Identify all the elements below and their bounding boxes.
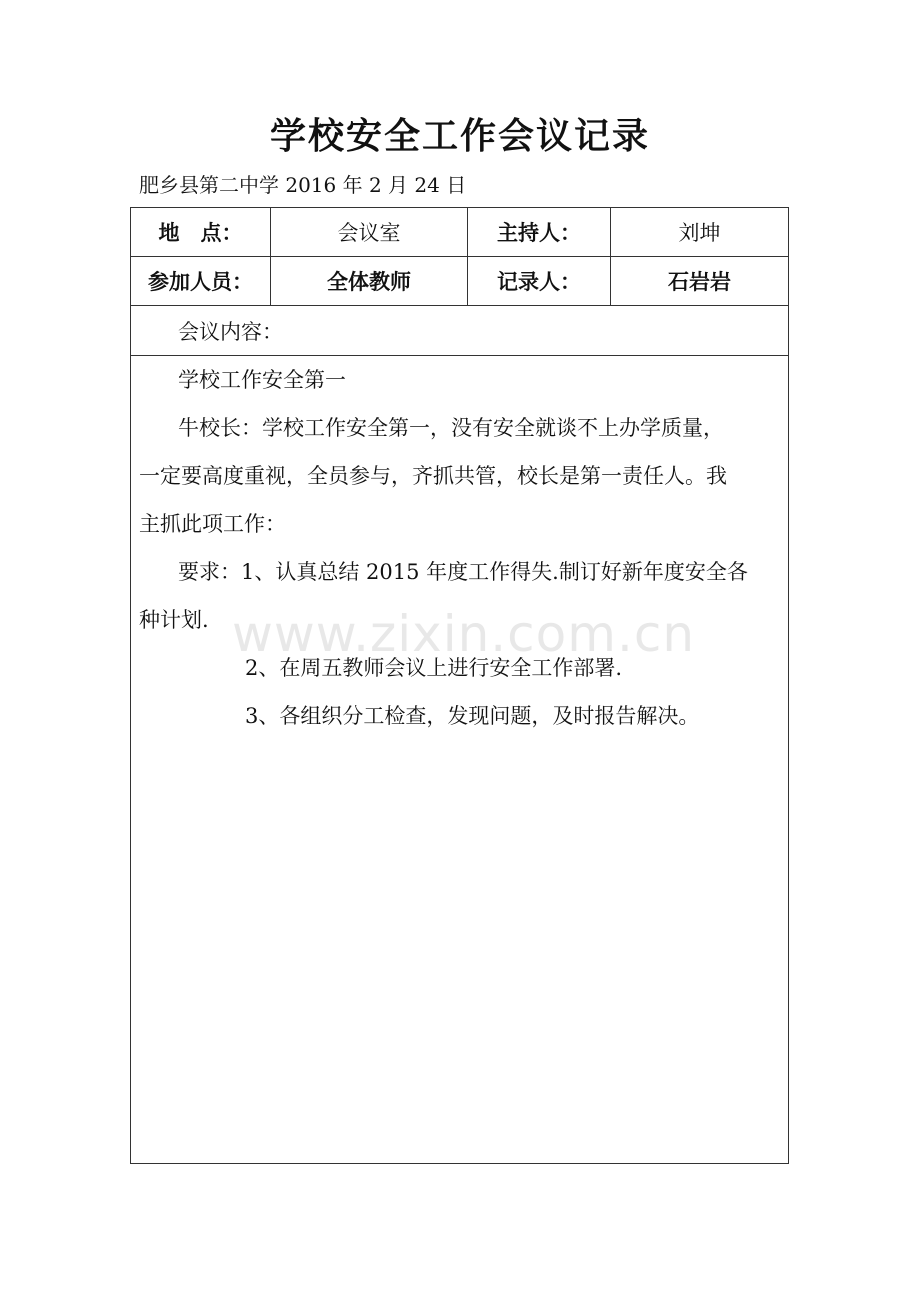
requirement-item: 2、在周五教师会议上进行安全工作部署.	[245, 656, 623, 680]
content-line: 牛校长：学校工作安全第一，没有安全就谈不上办学质量，	[178, 416, 724, 440]
table-row-location-host	[131, 208, 788, 257]
content-heading: 学校工作安全第一	[178, 368, 346, 392]
watermark: www.zixin.com.cn	[232, 605, 696, 663]
attendees-label: 参加人员：	[131, 257, 271, 305]
table-row-content-label	[131, 306, 788, 356]
content-label: 会议内容：	[178, 319, 283, 344]
content-line: 一定要高度重视，全员参与，齐抓共管，校长是第一责任人。我	[139, 464, 727, 488]
host-label: 主持人：	[468, 208, 611, 256]
document-title: 学校安全工作会议记录	[269, 116, 650, 157]
requirement-line: 种计划.	[139, 608, 209, 632]
school-date-line: 肥乡县第二中学 2016 年 2 月 24 日	[139, 173, 467, 197]
host-value: 刘坤	[678, 221, 721, 245]
requirement-item: 3、各组织分工检查，发现问题，及时报告解决。	[245, 704, 700, 728]
meeting-record-table	[130, 207, 789, 1164]
recorder-value: 石岩岩	[668, 270, 731, 294]
location-label: 地 点：	[131, 208, 271, 256]
location-value: 会议室	[271, 208, 468, 256]
attendees-value: 全体教师	[271, 257, 468, 305]
requirement-line: 要求：1、认真总结 2015 年度工作得失.制订好新年度安全各	[178, 560, 748, 584]
meeting-content	[131, 356, 788, 740]
content-line: 主抓此项工作：	[139, 512, 286, 536]
recorder-label: 记录人：	[468, 257, 611, 305]
table-row-attendees-recorder	[131, 257, 788, 306]
